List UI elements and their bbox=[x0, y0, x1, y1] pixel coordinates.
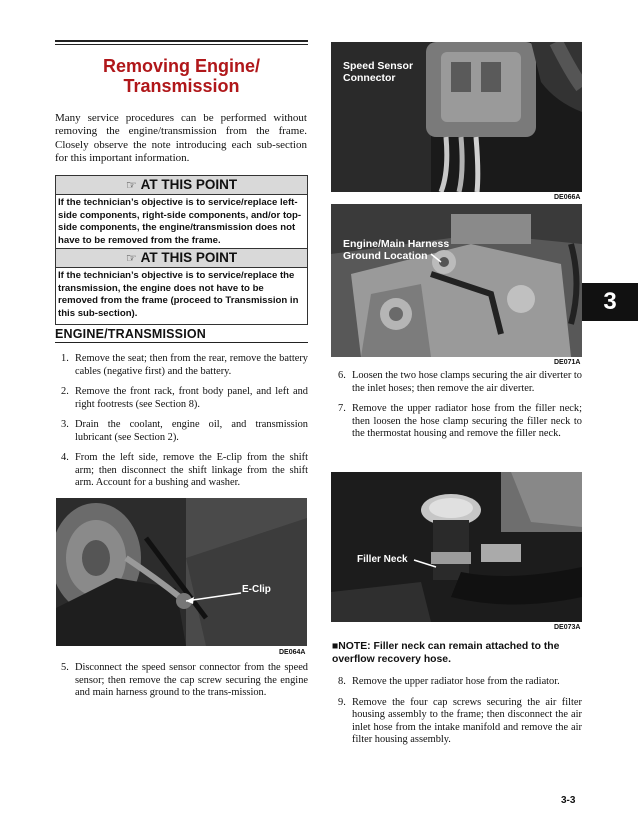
section-heading: ENGINE/TRANSMISSION bbox=[55, 327, 207, 341]
note-square-icon: ■ bbox=[332, 641, 339, 652]
steps-list-left-b bbox=[55, 662, 308, 708]
photo-label-filler-neck: Filler Neck bbox=[357, 554, 408, 565]
list-item: 3. Drain the coolant, engine oil, and transmission lubricant (see Section 2). bbox=[61, 419, 308, 443]
page-title bbox=[55, 56, 308, 96]
list-item: 5. Disconnect the speed sensor connector from the speed sensor; then remove the cap screw securing the engine and main harness ground to the trans-mission. bbox=[61, 662, 308, 698]
figure-id: DE066A bbox=[554, 194, 581, 201]
steps-list-left bbox=[55, 353, 308, 498]
filler-neck-photo-image bbox=[331, 472, 582, 622]
intro-paragraph: Many service procedures can be performed without removing the engine/transmission from the frame. Closely observe the note introducing each sub-section for this important information. bbox=[55, 112, 307, 165]
harness-ground-photo-image bbox=[331, 204, 582, 357]
photo-harness-ground bbox=[331, 204, 582, 357]
pointing-hand-icon: ☞ bbox=[125, 178, 137, 192]
list-item: 2. Remove the front rack, front body panel, and left and right footrests (see Section 8). bbox=[61, 386, 308, 410]
list-item: 7. Remove the upper radiator hose from the filler neck; then loosen the hose clamp securing the filler neck to the thermostat housing and remove the filler neck. bbox=[338, 403, 582, 439]
list-item: 1. Remove the seat; then from the rear, remove the battery cables (negative first) and the battery. bbox=[61, 353, 308, 377]
callout-body-2: If the technician’s objective is to service/replace the transmission, the engine does not have to be removed from the frame (proceed to Transmission in this sub-section). bbox=[58, 270, 299, 320]
callout-body-1: If the technician’s objective is to service/replace left-side components, right-side components, and/or top-side components, the engine/transmission does not have to be removed from the frame. bbox=[58, 197, 302, 247]
title-line-2: Transmission bbox=[123, 76, 240, 96]
callout-box-1 bbox=[55, 175, 308, 252]
pointing-hand-icon: ☞ bbox=[125, 251, 137, 265]
photo-filler-neck bbox=[331, 472, 582, 622]
list-item: 6. Loosen the two hose clamps securing the air diverter to the inlet hoses; then remove the air diverter. bbox=[338, 370, 582, 394]
section-tab: 3 bbox=[582, 283, 638, 321]
callout-heading-1: ☞ AT THIS POINT bbox=[56, 176, 307, 195]
note-paragraph: ■NOTE: Filler neck can remain attached to the overflow recovery hose. bbox=[332, 641, 560, 665]
photo-label-harness-ground: Engine/Main Harness Ground Location bbox=[343, 238, 450, 262]
photo-e-clip bbox=[56, 498, 307, 646]
page-number: 3-3 bbox=[561, 795, 576, 806]
list-item: 8. Remove the upper radiator hose from the radiator. bbox=[338, 676, 560, 687]
figure-id: DE071A bbox=[554, 359, 581, 366]
engine-photo-image bbox=[56, 498, 307, 646]
title-line-1: Removing Engine/ bbox=[102, 56, 261, 76]
section-rule bbox=[55, 342, 308, 343]
list-item: 9. Remove the four cap screws securing the air filter housing assembly to the frame; then disconnect the air inlet hose from the intake manifold and remove the air filter housing assembly. bbox=[338, 696, 582, 745]
list-item: 4. From the left side, remove the E-clip from the shift arm; then disconnect the shift linkage from the shift arm. Account for a bushing and washer. bbox=[61, 452, 308, 488]
title-rule-bottom bbox=[55, 44, 308, 45]
title-rule-top bbox=[55, 40, 308, 42]
photo-label-e-clip: E-Clip bbox=[242, 584, 271, 595]
figure-id: DE064A bbox=[279, 649, 306, 656]
figure-id: DE073A bbox=[554, 624, 581, 631]
steps-list-right-a bbox=[332, 370, 582, 449]
steps-list-right-b bbox=[332, 676, 582, 755]
callout-box-2 bbox=[55, 248, 308, 325]
callout-heading-2: ☞ AT THIS POINT bbox=[56, 249, 307, 268]
photo-speed-sensor bbox=[331, 42, 582, 192]
photo-label-speed-sensor: Speed Sensor Connector bbox=[343, 60, 414, 84]
